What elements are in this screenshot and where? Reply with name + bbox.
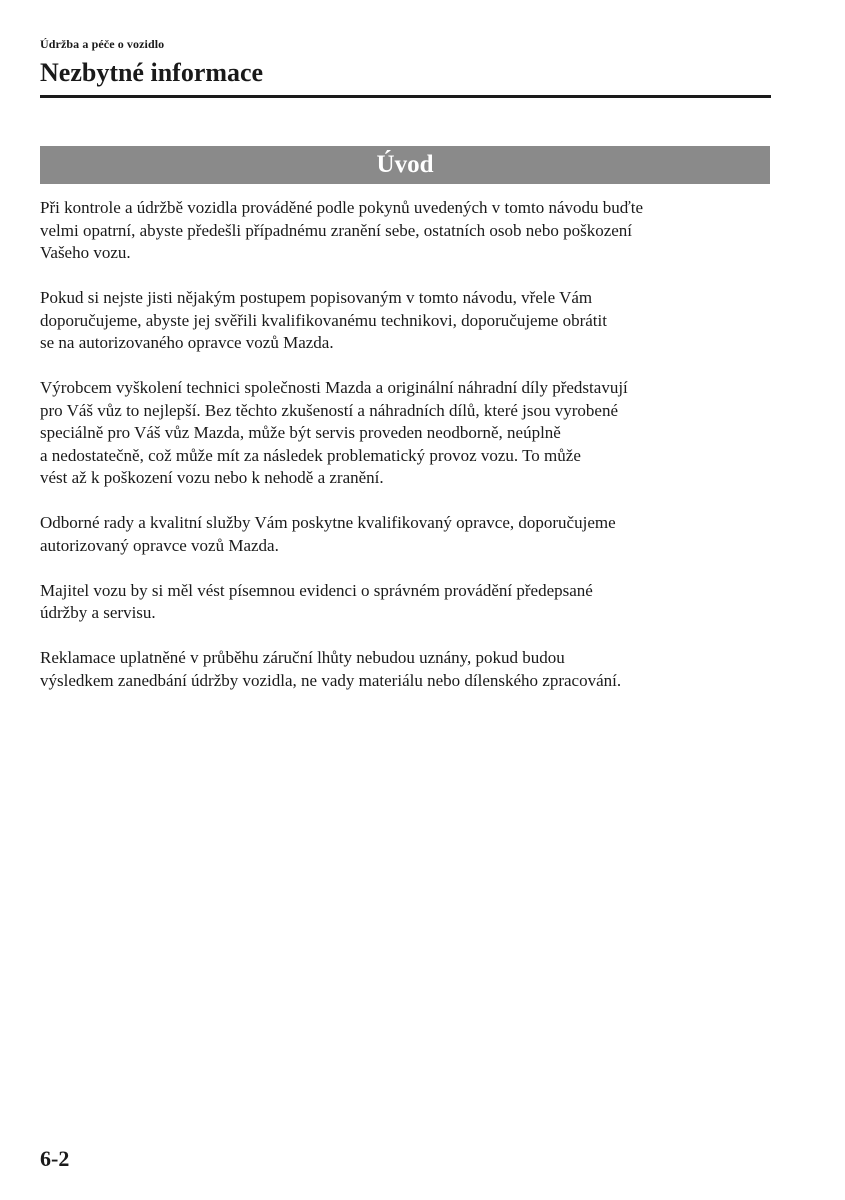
paragraph: Při kontrole a údržbě vozidla prováděné podle pokynů uvedených v tomto návodu buďte velmi opatrní, abyste předešli případnému zranění sebe, ostatních osob nebo poškození Vašeho vozu.	[40, 198, 644, 262]
paragraph: Reklamace uplatněné v průběhu záruční lhůty nebudou uznány, pokud budou výsledkem zanedbání údržby vozidla, ne vady materiálu nebo dílenského zpracování.	[40, 648, 622, 690]
paragraph: Majitel vozu by si měl vést písemnou evidenci o správném provádění předepsané údržby a servisu.	[40, 580, 593, 622]
page-number: 6-2	[40, 1146, 70, 1171]
breadcrumb: Údržba a péče o vozidlo	[40, 37, 165, 51]
paragraph: Odborné rady a kvalitní služby Vám poskytne kvalifikovaný opravce, doporučujeme autorizovaný opravce vozů Mazda.	[40, 513, 616, 555]
paragraph: Pokud si nejste jisti nějakým postupem popisovaným v tomto návodu, vřele Vám doporučujeme, abyste jej svěřili kvalifikovanému technikovi, doporučujeme obrátit se na autorizovaného opravce vozů Mazda.	[40, 288, 607, 352]
title-divider	[40, 95, 771, 98]
section-heading: Úvod	[376, 151, 434, 178]
section-banner	[40, 146, 770, 184]
body-text	[40, 197, 770, 715]
paragraph: Výrobcem vyškolení technici společnosti Mazda a originální náhradní díly představují pro Váš vůz to nejlepší. Bez těchto zkušeností a náhradních dílů, které jsou vyrobené speciálně pro Váš vůz Mazda, může být servis proveden neodborně, neúplně a nedostatečně, což může mít za následek problematický provoz vozu. To může vést až k poškození vozu nebo k nehodě a zranění.	[40, 378, 628, 487]
page-title: Nezbytné informace	[40, 58, 264, 87]
